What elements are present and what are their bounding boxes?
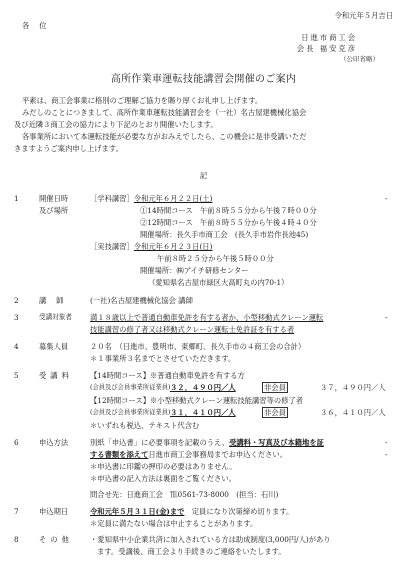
course-heading: ［学科講習］令和元年６月２２日(土) [90, 194, 213, 203]
intro-line: 及び近隣３商工会の協力により下記のとおり開催いたします。 [14, 120, 218, 129]
application-note: ＊申込書に印鑑の押印の必要はありません。 [90, 462, 237, 471]
intro-line: 各事業所において本運転技能が必要な方がおみえでしたら、この機会に是非受講いただ [22, 132, 307, 141]
member-label: (会員及び会員事業所従業員) [90, 409, 171, 416]
eligibility-line: 技能講習の修了者又は移動式クレーン運転士免許証を有する者 [90, 325, 295, 334]
item-number: 8 [14, 535, 19, 544]
item-label: 受講対象者 [39, 313, 72, 321]
member-fee: ３１，４１０円／人 [170, 408, 236, 417]
schedule-line: 午前８時２５分から午後５時００分 [157, 254, 274, 263]
sender-org: 日進市商工会 [301, 33, 357, 42]
course-heading: ［実技講習］令和元年６月２３日(日) [90, 242, 213, 251]
seal-omitted-note: （公印省略） [340, 55, 379, 63]
other-line: ます。受講後、商工会より手続きのご連絡をいたします。 [97, 547, 286, 556]
other-line: ・愛知県中小企業共済に加入されている方は助成制度(3,000円/人)があり [90, 535, 331, 544]
item-number: 2 [14, 296, 19, 305]
page-title: 高所作業車運転技能講習会開催のご案内 [110, 74, 297, 85]
separator-mark: - [385, 194, 388, 203]
item-number: 6 [14, 438, 19, 447]
instructor-text: (一社)名古屋建機械化協会 講師 [90, 296, 193, 305]
item-label: 申込方法 [39, 438, 69, 447]
intro-line: みだしのことにつきまして、高所作業車運転技能講習会を（一社）名古屋建機械化協会 [22, 108, 307, 117]
item-label: 申込期日 [39, 507, 69, 516]
sender-name: 会長 福安克彦 [296, 44, 357, 53]
venue-address: （愛知県名古屋市緑区大高町丸の内70-1） [148, 278, 289, 287]
addressee: 各位 [22, 21, 57, 30]
application-line: 別紙「申込書」に必要事項を記載のうえ、受講料・写真及び本籍地を証 [90, 438, 324, 447]
capacity-note: ＊１事業所３名までとさせていただきます。 [90, 354, 236, 363]
item-number: 1 [14, 194, 19, 203]
member-label: (会員及び会員事業所従業員) [90, 384, 171, 391]
fee-note: ＊いずれも税込、テキスト代含む [90, 421, 200, 430]
fee-course-line: 【14時間コース】※普通自動車免許を有する方 [90, 371, 245, 380]
item-label: 受講料 [39, 371, 73, 380]
item-label: 開催日時 [39, 194, 69, 203]
nonmember-fee: ３７，４９０円／人 [320, 383, 386, 392]
nonmember-fee: ３６，４１０円／人 [320, 408, 386, 417]
separator-mark: - [385, 313, 388, 322]
nonmember-label: 非会員 [264, 408, 286, 417]
issue-date: 令和元年５月吉日 [334, 11, 393, 20]
ki-heading: 記 [199, 171, 208, 180]
separator-mark: - [385, 438, 388, 447]
fee-course-line: 【12時間コース】※小型移動式クレーン運転技能講習等の修了者 [90, 396, 304, 405]
contact-line: 問合せ先：日進商工会 ℡0561-73-8000 (担当：石川) [90, 490, 279, 499]
item-label: 募集人員 [39, 342, 69, 351]
intro-line: 平素は、商工会事業に格別のご理解ご協力を賜り厚くお礼申し上げます。 [22, 96, 263, 105]
venue-line: 開催場所：㈱アイチ研修センター [140, 266, 249, 275]
item-number: 4 [14, 342, 19, 351]
member-fee: ３２，４９０円／人 [170, 383, 236, 392]
schedule-line: ②12時間コース 午前８時５５分から午後４時４０分 [140, 218, 317, 227]
intro-line: きますようご案内申し上げます。 [14, 144, 123, 153]
item-label: 講師 [39, 296, 74, 305]
capacity-text: ２０名 （日進市、豊明市、東郷町、長久手市の４商工会の合計） [90, 342, 306, 351]
nonmember-label: 非会員 [264, 383, 286, 392]
item-label: その他 [39, 535, 73, 544]
application-note: ＊申込書の記入方法は裏面をご覧ください。 [90, 474, 236, 483]
deadline-note: ＊定員に満たない場合は中止することがあります。 [90, 519, 258, 528]
eligibility-line: 満１８歳以上で普通自動車免許を有する者か、小型移動式クレーン運転 [90, 313, 324, 322]
item-label: 及び場所 [39, 206, 69, 215]
schedule-line: ①14時間コース 午前８時５５分から午後７時００分 [140, 206, 317, 215]
venue-line: 開催場所：長久手市商工会 (長久手市岩作長池45) [140, 230, 309, 239]
deadline-line: 令和元年５月３１日(金)まで 定員になり次第締め切ります。 [90, 507, 294, 516]
item-number: 3 [14, 313, 19, 322]
item-number: 5 [14, 371, 19, 380]
separator-mark: - [385, 450, 388, 459]
item-number: 7 [14, 507, 19, 516]
application-line: する書類を添えて日進市商工会事務局までお申込ください。 [90, 450, 288, 459]
